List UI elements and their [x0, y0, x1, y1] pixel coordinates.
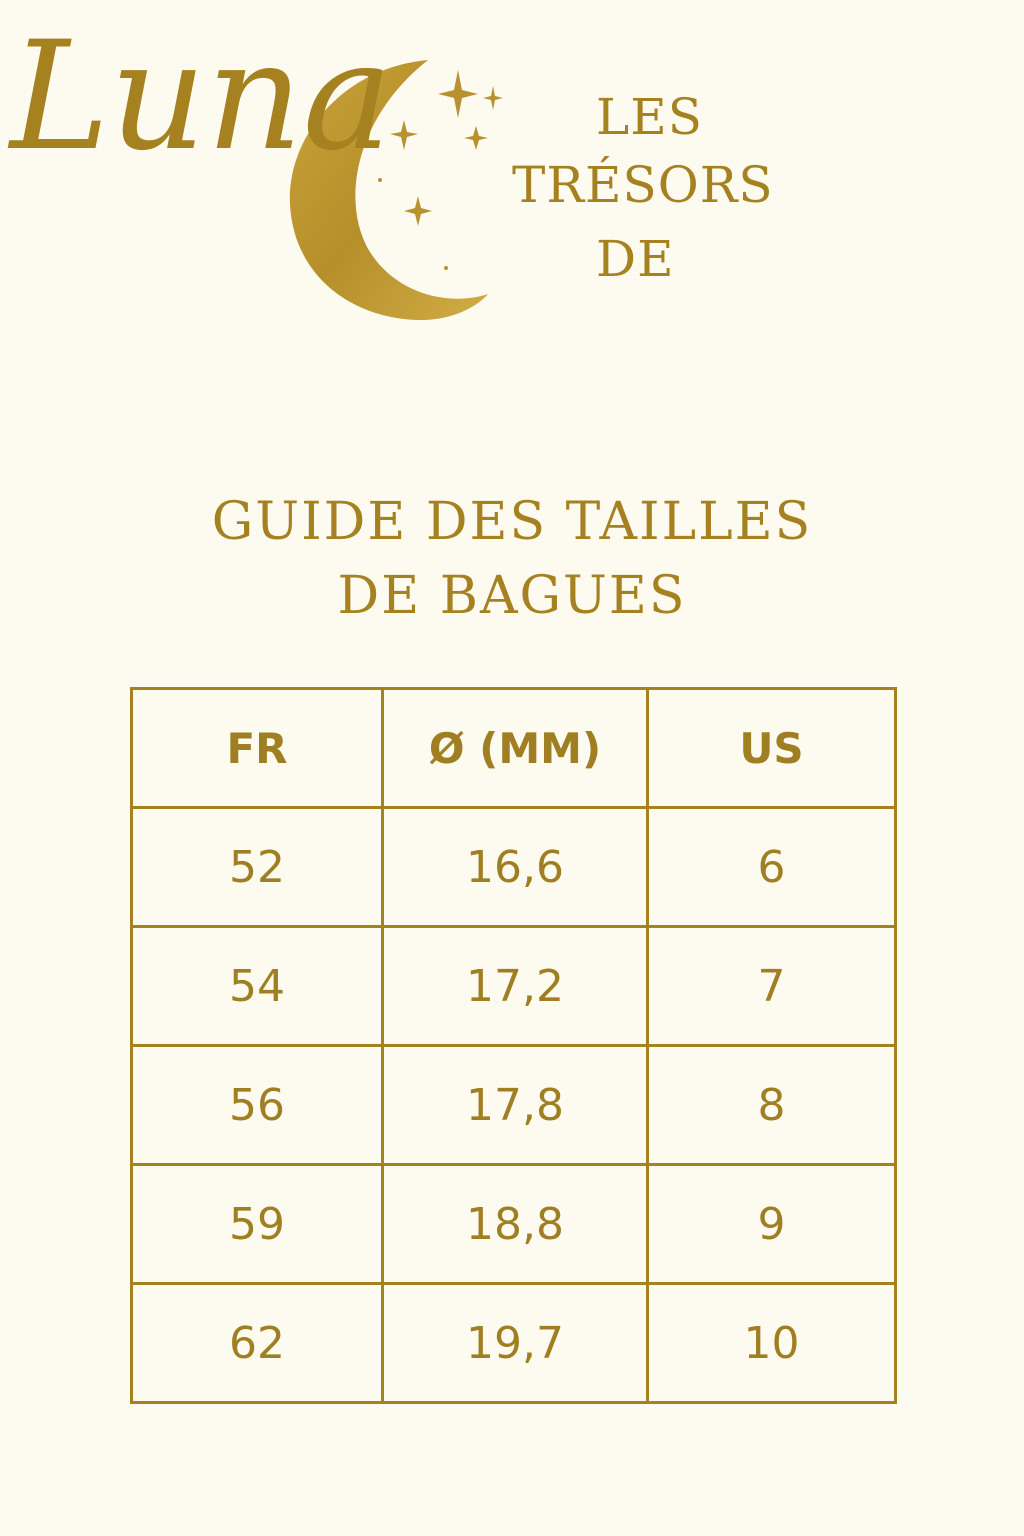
brand-logo — [0, 0, 1024, 430]
cell-fr: 59 — [132, 1165, 383, 1284]
cell-fr: 62 — [132, 1284, 383, 1403]
cell-us: 6 — [648, 808, 896, 927]
brand-line-de: DE — [596, 230, 675, 288]
table-row — [132, 1165, 896, 1284]
table-row — [132, 1284, 896, 1403]
table-row — [132, 927, 896, 1046]
title-line-2: DE BAGUES — [337, 566, 687, 626]
table-row — [132, 808, 896, 927]
brand-line-tresors: TRÉSORS — [512, 156, 774, 214]
cell-us: 7 — [648, 927, 896, 1046]
cell-us: 9 — [648, 1165, 896, 1284]
table-row — [132, 1046, 896, 1165]
cell-fr: 52 — [132, 808, 383, 927]
table-header-row — [132, 689, 896, 808]
cell-diameter: 17,2 — [383, 927, 648, 1046]
page-title — [0, 485, 1024, 633]
cell-diameter: 19,7 — [383, 1284, 648, 1403]
cell-fr: 54 — [132, 927, 383, 1046]
header-diameter-mm: Ø (MM) — [383, 689, 648, 808]
header-fr: FR — [132, 689, 383, 808]
ring-size-table — [130, 687, 897, 1404]
cell-fr: 56 — [132, 1046, 383, 1165]
header-us: US — [648, 689, 896, 808]
title-line-1: GUIDE DES TAILLES — [211, 492, 813, 552]
cell-diameter: 17,8 — [383, 1046, 648, 1165]
brand-script-luna — [0, 0, 460, 180]
cell-diameter: 18,8 — [383, 1165, 648, 1284]
cell-us: 8 — [648, 1046, 896, 1165]
brand-script-text: Luna — [10, 10, 393, 180]
cell-us: 10 — [648, 1284, 896, 1403]
brand-line-les: LES — [596, 88, 703, 146]
cell-diameter: 16,6 — [383, 808, 648, 927]
